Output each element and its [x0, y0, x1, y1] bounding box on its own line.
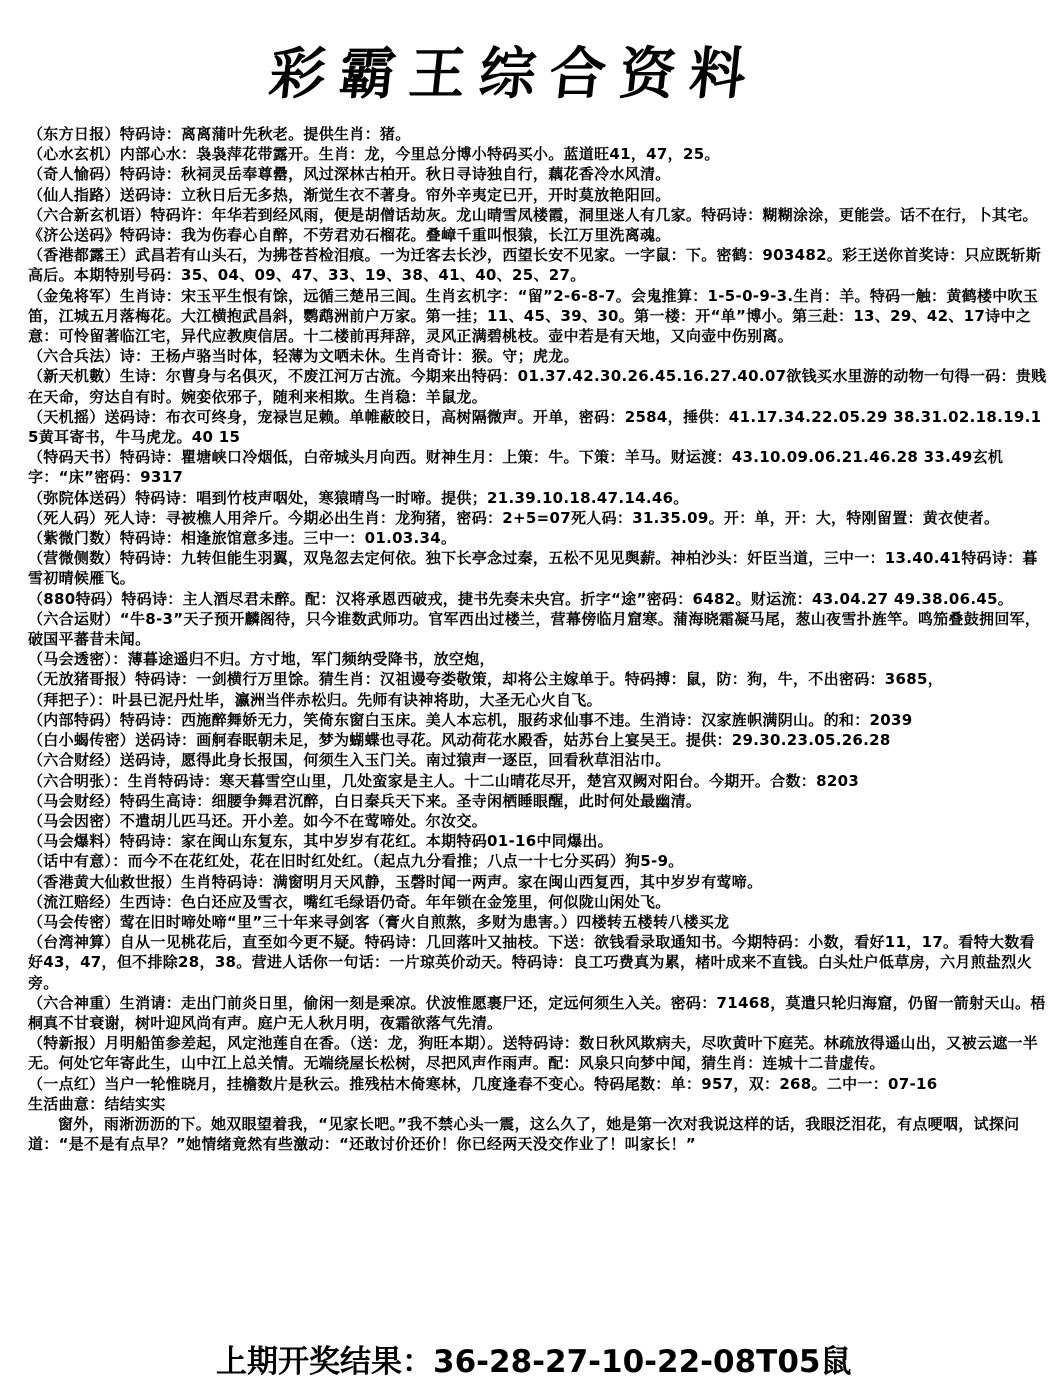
paragraph: （营微侧数）特码诗：九转但能生羽翼，双凫忽去定何依。独下长亭念过秦，五松不见见舆薪。神柏沙头：奸臣当道，三中一：13.40.41特码诗：暮雪初晴候雁飞。 [28, 549, 1038, 588]
paragraph: （一点红）当户一轮惟晓月，挂檐数片是秋云。推残枯木倚寒林，几度逢春不变心。特码尾数：单：957，双：268。二中一：07-16 [28, 1074, 938, 1093]
paragraph: （无放猪哥报）特码诗：一剑横行万里馀。猜生肖：汉祖谩夸娄敬策，却将公主嫁单于。特码搏：鼠，防：狗，牛，不出密码：3685， [28, 670, 944, 689]
paragraph: （香港黄大仙救世报）生肖特码诗：满窗明月天风静，玉磬时闻一两声。家在闽山西复西，其中岁岁有莺啼。 [28, 872, 763, 891]
paragraph: （马会透密）：薄暮途遥归不归。方寸地，军门频纳受降书，放空炮， [28, 650, 495, 669]
story-paragraph: 窗外，雨淅沥沥的下。她双眼望着我，“见家长吧。”我不禁心头一震，这么久了，她是第一次对我说这样的话，我眼泛泪花，有点哽咽，试探问道：“是不是有点早？”她情绪竟然有些激动：“还敢讨价还价！你已经两天没交作业了！叫家长！” [28, 1114, 1020, 1154]
paragraph: （六合兵法）诗：王杨卢骆当时体，轻薄为文哂未休。生肖奇计：猴。守；虎龙。 [28, 347, 579, 366]
paragraph: （话中有意）：而今不在花红处，花在旧时红处红。（起点九分看推；八点一十七分买码）狗5-9。 [28, 852, 684, 871]
paragraph: （六合运财）“牛8-3”天子预开麟阁待，只今谁数武师功。官军西出过楼兰，营幕傍临月窟寒。蒲海晓霜凝马尾，葱山夜雪扑旌竿。鸣笳叠鼓拥回军，破国平蕃昔未闻。 [28, 609, 1041, 649]
paragraph: （六合财经）送码诗，愿得此身长报国，何须生入玉门关。南过猿声一逐臣，回看秋草泪沾巾。 [28, 751, 671, 770]
paragraph: （新天机數）生诗：尔曹身与名俱灭，不废江河万古流。今期来出特码：01.37.42.30.26.45.16.27.40.07欲钱买水里游的动物一句得一码：贵贱在天命，穷达自有时。婉娈依邪子，随利来相欺。生肖稳：羊鼠龙。 [28, 367, 1047, 406]
paragraph: （死人码）死人诗：寻被樵人用斧斤。今期必出生肖：龙狗猪，密码：2+5=07死人码：31.35.09。开：单，开：大，特刚留置：黄衣使者。 [28, 508, 1000, 527]
paragraph: （马会财经）特码生高诗：细腰争舞君沉醉，白日秦兵天下来。圣寺闲栖睡眼醒，此时何处最幽清。 [28, 791, 702, 810]
content-body [28, 124, 1048, 1154]
paragraph: （心水玄机）内部心水：袅袅萍花带露开。生肖：龙，今里总分博小特码买小。蓝道旺41，47，25。 [28, 145, 720, 164]
paragraph: （香港都露王）武昌若有山头石，为拂苍苔检泪痕。一为迁客去长沙，西望长安不见家。一字鼠：下。密鹤：903482。彩王送你首奖诗：只应既斩斯高后。本期特别号码：35、04、09、47、33、19、38、41、40、25、27。 [28, 246, 1042, 285]
paragraph: （白小蝎传密）送码诗：画舸春眠朝未足，梦为蝴蝶也寻花。风动荷花水殿香，姑苏台上宴吴王。提供：29.30.23.05.26.28 [28, 731, 891, 750]
paragraph: （拜把子）：叶县已泥丹灶毕，瀛洲当伴赤松归。先师有诀神将助，大圣无心火自飞。 [28, 690, 602, 709]
paragraph: （东方日报）特码诗：离离蒲叶先秋老。提供生肖：猪。 [28, 125, 411, 143]
paragraph: （马会因密）不遣胡儿匹马还。开小差。如今不在莺啼处。尔汝交。 [28, 811, 488, 830]
paragraph: （马会爆料）特码诗：家在闽山东复东，其中岁岁有花红。本期特码01-16中同爆出。 [28, 832, 613, 851]
page-title: 彩霸王综合资料 [266, 41, 764, 107]
paragraph: （内部特码）特码诗：西施醉舞娇无力，笑倚东窗白玉床。美人本忘机，服药求仙事不违。生消诗：汉家旌帜满阴山。的和：2039 [28, 710, 913, 729]
paragraph: （弥院体送码）特码诗：唱到竹枝声咽处，寒猿晴鸟一时啼。提供；21.39.10.18.47.14.46。 [28, 488, 689, 507]
paragraph: （紫微门数）特码诗：相逢旅馆意多违。三中一：01.03.34。 [28, 529, 457, 548]
paragraph: 生活曲意：结结实实 [28, 1094, 166, 1113]
paragraph: （奇人愉码）特码诗：秋祠灵岳奉尊罍，风过深林古柏开。秋日寻诗独自行，藕花香冷水风清。 [28, 165, 671, 184]
paragraph: （880特码）特码诗：主人酒尽君未醉。配：汉将承恩西破戎，捷书先奏未央宫。折字“途”密码：6482。财运流：43.04.27 49.38.06.45。 [28, 589, 1014, 608]
paragraph: 《济公送码》特码诗：我为伤春心自醉，不劳君劝石榴花。叠嶂千重叫恨猿，长江万里洗离魂。 [28, 226, 671, 245]
paragraph: （流江赔经）生西诗：色白还应及雪衣，嘴红毛绿语仍奇。年年锁在金笼里，何似陇山闲处飞。 [28, 892, 671, 911]
paragraph: （金兔将军）生肖诗：宋玉平生恨有馀，远循三楚吊三闾。生肖玄机字：“留”2-6-8-7。会鬼推算：1-5-0-9-3.生肖：羊。特码一触：黄鹤楼中吹玉笛，江城五月落梅花。大江横抱武昌斜，鹦鹉洲前户万家。第一挂；11、45、39、30。第一楼：开“单”博小。第三赴：13、29、42、17诗中之意：可怜留著临江宅，异代应教庾信居。十二楼前再拜辞，灵风正满碧桃枝。壶中若是有天地，又向壶中伤别离。 [28, 286, 1039, 346]
paragraph: （特码天书）特码诗：瞿塘峡口冷烟低，白帝城头月向西。财神生月：上策：牛。下策：羊马。财运渡：43.10.09.06.21.46.28 33.49玄机字：“床”密码：9317 [28, 448, 1004, 487]
lottery-result: 上期开奖结果：36-28-27-10-22-08T05鼠 [216, 1344, 852, 1380]
paragraph: （天机摇）送码诗：布衣可终身，宠禄岂足赖。单帷蔽皎日，高树隔微声。开单，密码：2584，捶供：41.17.34.22.05.29 38.31.02.18.19.15黄耳寄书，牛马虎龙。40 15 [28, 407, 1042, 447]
paragraph: （六合神重）生消请：走出门前炎日里，偷闲一刻是乘凉。伏波惟愿裹尸还，定远何须生入关。密码：71468，莫遣只轮归海窟，仍留一箭射天山。梧桐真不甘衰谢，树叶迎风尚有声。庭户无人秋月明，夜霜欲落气先清。 [28, 993, 1046, 1032]
paragraph: （台湾神算）自从一见桃花后，直至如今更不疑。特码诗：几回落叶又抽枝。下送：欲钱看录取通知书。今期特码：小数，看好11，17。看特大数看好43，47，但不排除28，38。营进人话你一句话：一片琼英价动天。特码诗：良工巧费真为累，楮叶成来不直钱。白头灶户低草房，六月煎盐烈火旁。 [28, 933, 1035, 992]
paragraph: （六合明张）：生肖特码诗：寒天暮雪空山里，几处蛮家是主人。十二山晴花尽开，楚宫双阙对阳台。今期开。合数：8203 [28, 771, 860, 790]
paragraph: （六合新玄机语）特码许：年华若到经风雨，便是胡僧话劫灰。龙山晴雪凤楼霞，洞里迷人有几家。特码诗：糊糊涂涂，更能尝。话不在行，卜其宅。 [28, 205, 1038, 224]
paragraph: （马会传密）莺在旧时啼处啼“里”三十年来寻剑客（膏火自煎熬，多财为患害。）四楼转五楼转八楼买龙 [28, 912, 730, 931]
paragraph: （仙人指路）送码诗：立秋日后无多热，渐觉生衣不著身。帘外辛夷定已开，开时莫放艳阳回。 [28, 185, 671, 204]
paragraph: （特新报）月明船笛参差起，风定池莲自在香。（送：龙，狗旺本期）。送特码诗：数日秋风欺病夫，尽吹黄叶下庭芜。林疏放得遥山出，又被云遮一半无。何处它年寄此生，山中江上总关情。无端绕屋长松树，尽把风声作雨声。配：风泉只向梦中闻，猜生肖：连城十二昔虚传。 [28, 1034, 1039, 1073]
